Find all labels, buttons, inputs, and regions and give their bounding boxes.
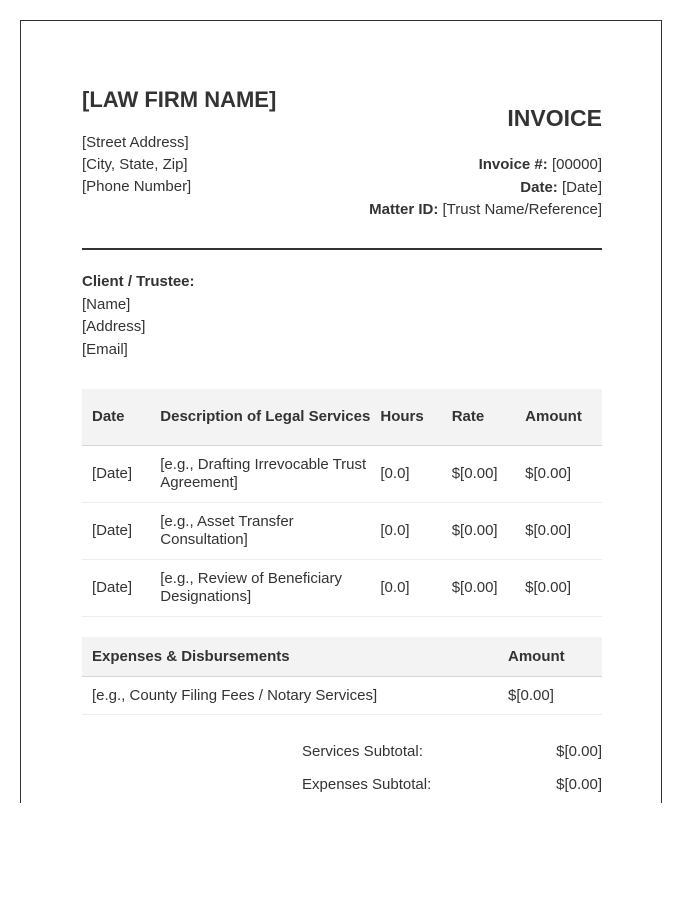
totals-block bbox=[302, 740, 602, 803]
services-header-row bbox=[82, 389, 602, 445]
service-amount: $[0.00] bbox=[515, 445, 602, 502]
service-date: [Date] bbox=[82, 445, 150, 502]
header-divider bbox=[82, 248, 602, 250]
invoice-title: INVOICE bbox=[507, 105, 602, 131]
client-block bbox=[82, 271, 195, 361]
invoice-page bbox=[20, 20, 662, 803]
table-row bbox=[82, 502, 602, 559]
services-header-description: Description of Legal Services bbox=[150, 389, 370, 445]
service-hours: [0.0] bbox=[370, 445, 441, 502]
matter-id-value: [Trust Name/Reference] bbox=[442, 201, 602, 218]
service-rate: $[0.00] bbox=[442, 502, 515, 559]
invoice-number-value: [00000] bbox=[551, 156, 602, 173]
service-rate: $[0.00] bbox=[442, 445, 515, 502]
service-date: [Date] bbox=[82, 559, 150, 616]
table-row bbox=[82, 676, 602, 714]
services-table bbox=[82, 389, 602, 617]
firm-name: [LAW FIRM NAME] bbox=[82, 87, 277, 112]
firm-street: [Street Address] bbox=[82, 134, 189, 151]
services-header-hours: Hours bbox=[370, 389, 441, 445]
service-hours: [0.0] bbox=[370, 559, 441, 616]
matter-id-label: Matter ID: bbox=[369, 201, 439, 218]
expenses-subtotal-label: Expenses Subtotal: bbox=[302, 776, 432, 793]
firm-address-block bbox=[82, 132, 191, 198]
invoice-number-line bbox=[369, 154, 602, 177]
expenses-subtotal-value: $[0.00] bbox=[556, 776, 602, 793]
expenses-header-row bbox=[82, 637, 602, 676]
service-hours: [0.0] bbox=[370, 502, 441, 559]
invoice-number-label: Invoice #: bbox=[478, 156, 548, 173]
service-rate: $[0.00] bbox=[442, 559, 515, 616]
matter-id-line bbox=[369, 199, 602, 222]
table-row bbox=[82, 445, 602, 502]
expenses-table bbox=[82, 637, 602, 715]
client-email: [Email] bbox=[82, 340, 128, 358]
services-subtotal-label: Services Subtotal: bbox=[302, 743, 423, 760]
invoice-date-line bbox=[369, 177, 602, 200]
service-date: [Date] bbox=[82, 502, 150, 559]
service-description: [e.g., Asset Transfer Consultation] bbox=[150, 502, 370, 559]
client-address: [Address] bbox=[82, 318, 146, 335]
invoice-date-label: Date: bbox=[520, 178, 558, 196]
service-description: [e.g., Drafting Irrevocable Trust Agreement] bbox=[150, 445, 370, 502]
service-amount: $[0.00] bbox=[515, 502, 602, 559]
expenses-subtotal-row bbox=[302, 773, 602, 803]
service-amount: $[0.00] bbox=[515, 559, 602, 616]
invoice-date-value: [Date] bbox=[561, 178, 602, 196]
table-row bbox=[82, 559, 602, 616]
firm-phone: [Phone Number] bbox=[82, 178, 192, 195]
client-label: Client / Trustee: bbox=[82, 273, 195, 290]
invoice-meta bbox=[369, 154, 602, 222]
expenses-header-description: Expenses & Disbursements bbox=[82, 637, 498, 676]
services-header-amount: Amount bbox=[515, 389, 602, 445]
service-description: [e.g., Review of Beneficiary Designations] bbox=[150, 559, 370, 616]
client-name: [Name] bbox=[82, 295, 131, 313]
expense-amount: $[0.00] bbox=[498, 676, 602, 714]
services-header-date: Date bbox=[82, 389, 150, 445]
services-subtotal-row bbox=[302, 740, 602, 773]
services-header-rate: Rate bbox=[442, 389, 515, 445]
firm-city: [City, State, Zip] bbox=[82, 156, 188, 173]
expense-description: [e.g., County Filing Fees / Notary Services] bbox=[82, 676, 498, 714]
expenses-header-amount: Amount bbox=[498, 637, 602, 676]
services-subtotal-value: $[0.00] bbox=[556, 743, 602, 760]
